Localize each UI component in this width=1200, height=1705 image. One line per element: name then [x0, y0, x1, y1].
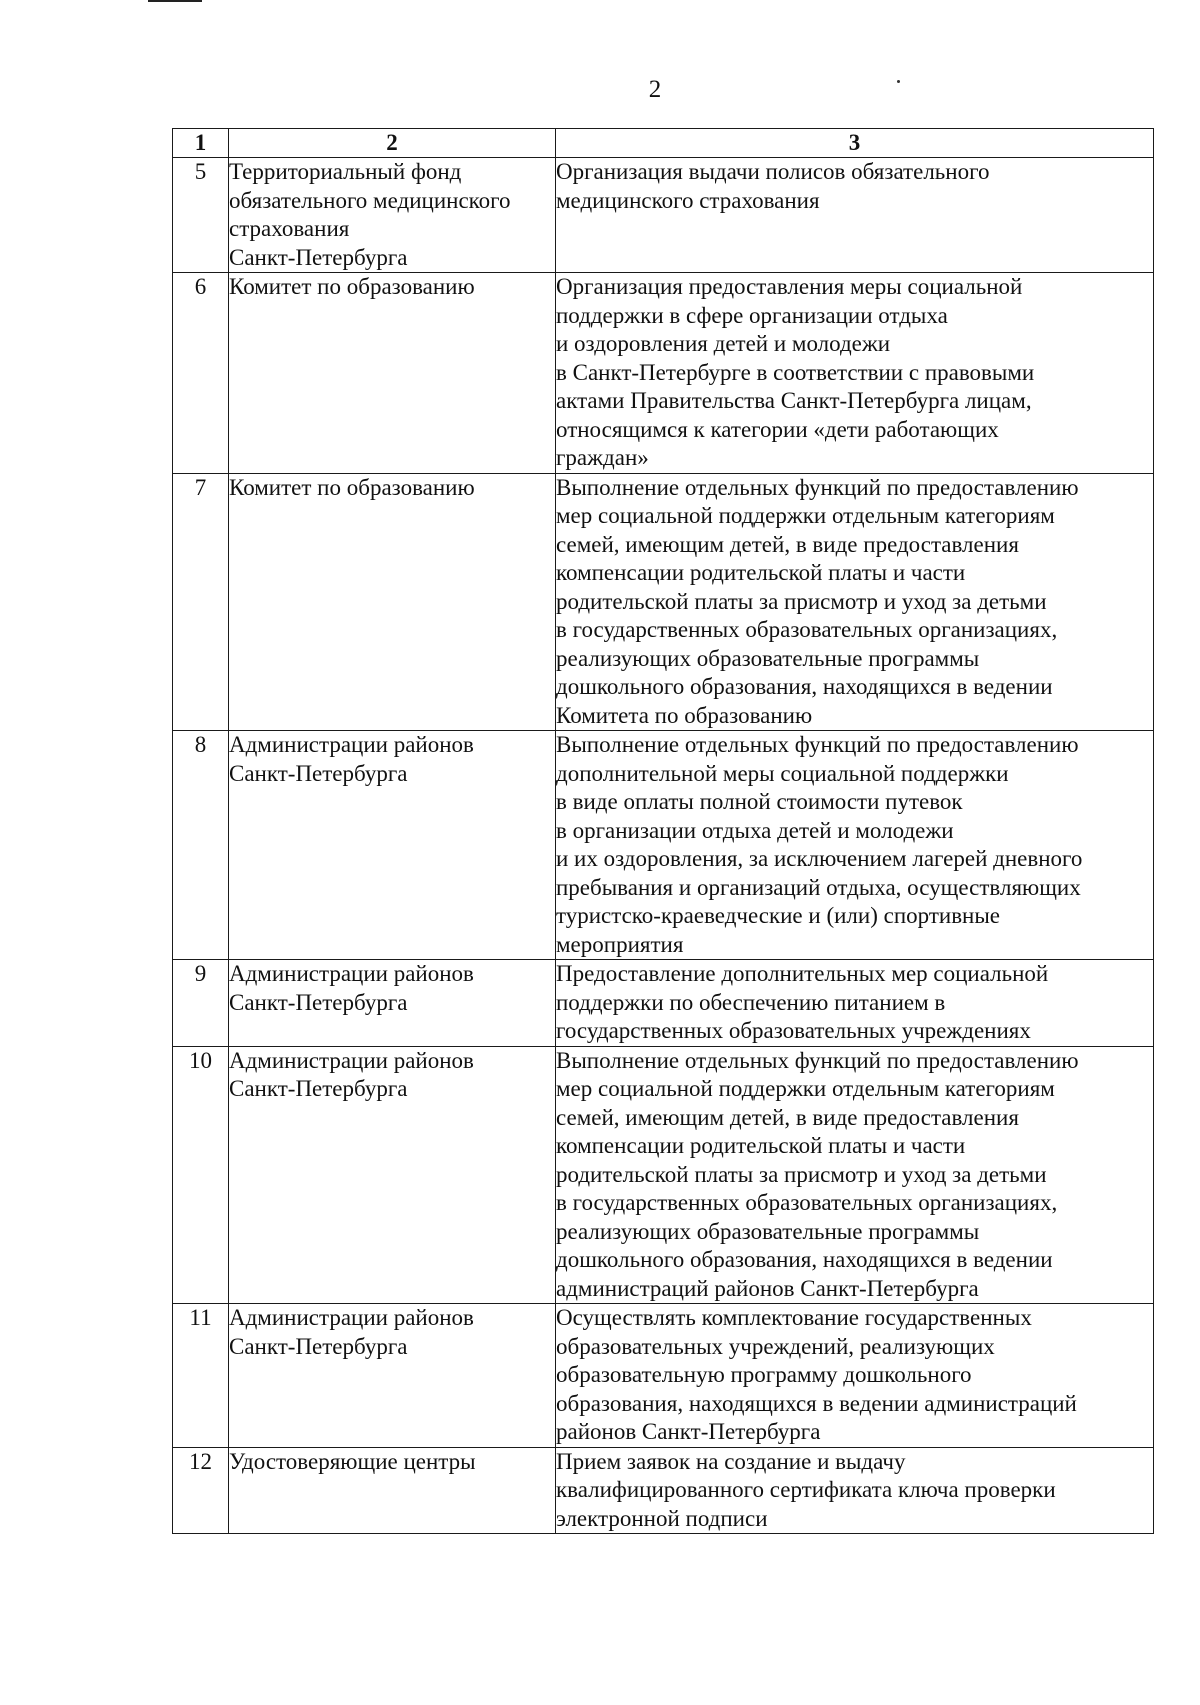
organization-line: обязательного медицинского [229, 187, 511, 213]
description-line: дополнительной меры социальной поддержки [556, 760, 1009, 786]
description-line: поддержки по обеспечению питанием в [556, 989, 946, 1015]
row-number: 9 [173, 960, 229, 1047]
description-line: государственных образовательных учреждениях [556, 1018, 1031, 1043]
description-cell [556, 273, 1154, 474]
description-cell [556, 1046, 1154, 1304]
description-cell [556, 731, 1154, 960]
description-line: в организации отдыха детей и молодежи [556, 817, 954, 843]
description-line: Комитета по образованию [556, 702, 813, 728]
organization-line: Администрации районов [229, 961, 474, 986]
table-row [173, 731, 1154, 960]
description-line: электронной подписи [556, 1505, 768, 1531]
description-line: дошкольного образования, находящихся в ведении [556, 1247, 1053, 1272]
description-line: родительской платы за присмотр и уход за детьми [556, 588, 1047, 614]
description-line: администраций районов Санкт-Петербурга [556, 1275, 979, 1301]
table-row [173, 158, 1154, 273]
row-number: 6 [173, 273, 229, 474]
description-line: актами Правительства Санкт-Петербурга лицам, [556, 388, 1032, 413]
description-cell [556, 1447, 1154, 1534]
table-row [173, 273, 1154, 474]
description-cell [556, 473, 1154, 731]
table-row [173, 473, 1154, 731]
description-line: родительской платы за присмотр и уход за детьми [556, 1161, 1047, 1187]
organization-cell [229, 1447, 556, 1534]
description-line: дошкольного образования, находящихся в ведении [556, 674, 1053, 699]
description-line: образовательную программу дошкольного [556, 1362, 972, 1387]
organization-line: Санкт-Петербурга [229, 989, 408, 1015]
description-line: Выполнение отдельных функций по предоставлению [556, 474, 1079, 500]
description-line: компенсации родительской платы и части [556, 1133, 966, 1158]
row-number: 11 [173, 1304, 229, 1448]
description-line: медицинского страхования [556, 187, 820, 213]
organization-line: Санкт-Петербурга [229, 1333, 408, 1359]
organization-line: страхования [229, 216, 350, 241]
description-line: туристско-краеведческие и (или) спортивные [556, 903, 1001, 928]
description-line: и оздоровления детей и молодежи [556, 331, 891, 356]
description-line: в виде оплаты полной стоимости путевок [556, 789, 963, 814]
row-number: 12 [173, 1447, 229, 1534]
description-line: в государственных образовательных организациях, [556, 617, 1058, 642]
description-line: Предоставление дополнительных мер социальной [556, 961, 1049, 986]
description-line: реализующих образовательные программы [556, 1218, 980, 1244]
description-line: реализующих образовательные программы [556, 645, 980, 671]
table-body [173, 158, 1154, 1534]
organization-line: Санкт-Петербурга [229, 760, 408, 786]
table-row [173, 960, 1154, 1047]
row-number: 7 [173, 473, 229, 731]
organization-cell [229, 473, 556, 731]
description-cell [556, 158, 1154, 273]
description-line: в государственных образовательных организациях, [556, 1190, 1058, 1215]
organization-cell [229, 960, 556, 1047]
organization-line: Комитет по образованию [229, 474, 475, 500]
organization-cell [229, 1046, 556, 1304]
description-line: Организация выдачи полисов обязательного [556, 159, 990, 184]
organization-cell [229, 731, 556, 960]
description-line: мероприятия [556, 931, 684, 957]
description-line: поддержки в сфере организации отдыха [556, 302, 948, 328]
description-line: Организация предоставления меры социальной [556, 274, 1023, 299]
header-col-1: 1 [173, 129, 229, 158]
organization-line: Администрации районов [229, 732, 474, 757]
description-line: граждан» [556, 445, 649, 470]
description-line: Выполнение отдельных функций по предоставлению [556, 1047, 1079, 1073]
description-line: семей, имеющим детей, в виде предоставления [556, 1104, 1019, 1130]
description-cell [556, 960, 1154, 1047]
table-row [173, 1046, 1154, 1304]
description-line: Прием заявок на создание и выдачу [556, 1448, 906, 1474]
description-line: в Санкт-Петербурге в соответствии с правовыми [556, 359, 1035, 385]
row-number: 5 [173, 158, 229, 273]
organization-line: Санкт-Петербурга [229, 244, 408, 270]
page-number: 2 [648, 76, 662, 103]
description-line: семей, имеющим детей, в виде предоставления [556, 531, 1019, 557]
header-col-2: 2 [229, 129, 556, 158]
organization-line: Удостоверяющие центры [229, 1448, 476, 1474]
description-line: районов Санкт-Петербурга [556, 1419, 821, 1444]
organization-line: Комитет по образованию [229, 274, 475, 299]
table-row [173, 1304, 1154, 1448]
description-line: Осуществлять комплектование государственных [556, 1305, 1032, 1330]
description-line: и их оздоровления, за исключением лагерей дневного [556, 846, 1083, 871]
organization-line: Администрации районов [229, 1305, 474, 1330]
description-line: компенсации родительской платы и части [556, 560, 966, 585]
description-line: относящимся к категории «дети работающих [556, 416, 999, 442]
organization-line: Территориальный фонд [229, 159, 462, 184]
organization-cell [229, 158, 556, 273]
header-row [173, 129, 1154, 158]
description-line: образования, находящихся в ведении администраций [556, 1390, 1077, 1416]
row-number: 10 [173, 1046, 229, 1304]
row-number: 8 [173, 731, 229, 960]
description-line: Выполнение отдельных функций по предоставлению [556, 732, 1079, 757]
organization-cell [229, 1304, 556, 1448]
description-line: пребывания и организаций отдыха, осуществляющих [556, 874, 1081, 900]
scan-speck [897, 80, 900, 83]
header-col-3: 3 [556, 129, 1154, 158]
top-edge-mark [148, 0, 202, 2]
description-line: квалифицированного сертификата ключа проверки [556, 1477, 1056, 1502]
description-line: мер социальной поддержки отдельным категориям [556, 503, 1055, 528]
organization-line: Администрации районов [229, 1047, 474, 1073]
organizations-table [172, 128, 1154, 1534]
organization-cell [229, 273, 556, 474]
organization-line: Санкт-Петербурга [229, 1076, 408, 1101]
table-row [173, 1447, 1154, 1534]
description-cell [556, 1304, 1154, 1448]
description-line: мер социальной поддержки отдельным категориям [556, 1076, 1055, 1101]
description-line: образовательных учреждений, реализующих [556, 1333, 995, 1359]
